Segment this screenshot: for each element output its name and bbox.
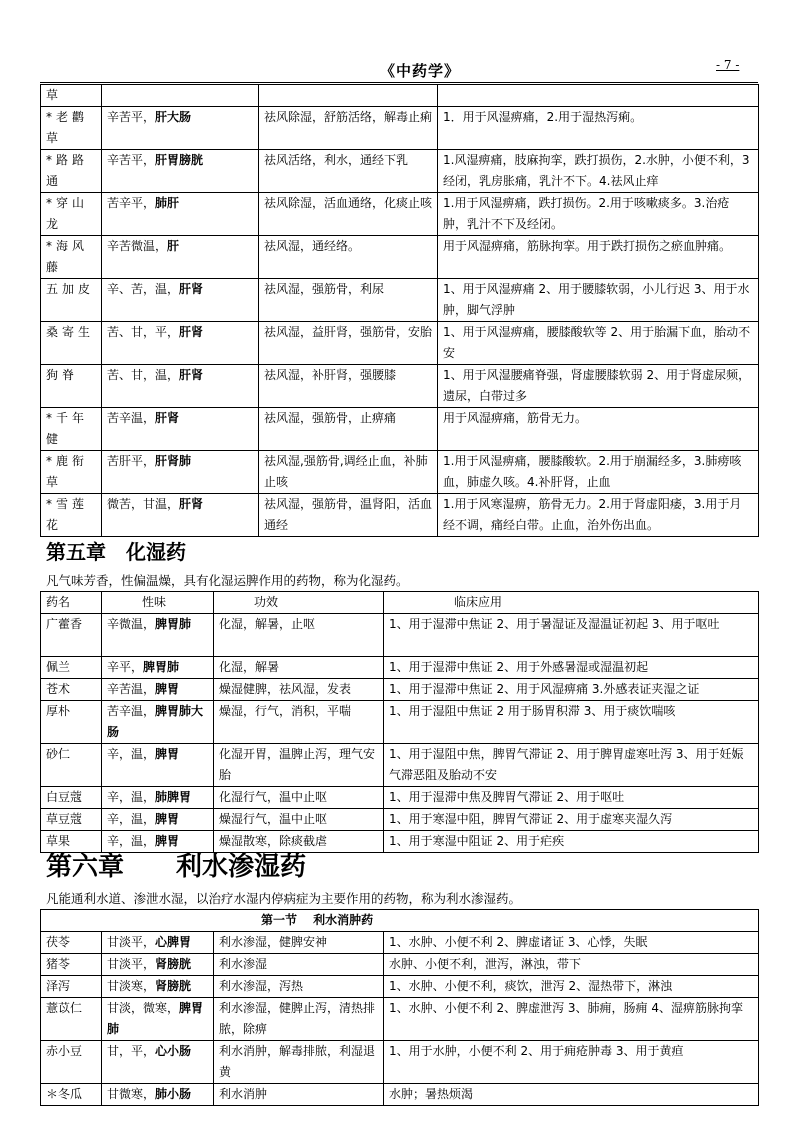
taste-text: 辛平， — [107, 660, 144, 674]
column-header: 功效 — [214, 592, 384, 614]
usage-text: 1、用于风湿痹痛 2、用于腰膝软弱，小儿行迟 3、用于水肿，脚气浮肿 — [438, 279, 759, 322]
effect-text: 燥湿健脾，祛风湿，发表 — [214, 679, 384, 701]
usage-text: 1．用于风湿痹痛，2.用于湿热泻痢。 — [438, 107, 759, 150]
section-heading: 第一节 利水消肿药 — [41, 910, 759, 932]
effect-text: 利水渗湿，健脾止泻，清热排脓，除痹 — [214, 998, 384, 1041]
taste-text: 苦辛温， — [107, 411, 156, 425]
taste-text: 甘淡寒， — [107, 979, 156, 993]
effect-text: 祛风湿，强筋骨，温肾阳，活血通经 — [259, 494, 438, 537]
effect-text: 祛风除湿，活血通络，化痰止咳 — [259, 193, 438, 236]
herb-table-wind-damp — [40, 84, 759, 537]
taste-text: 辛微温， — [107, 617, 156, 631]
column-header: 药名 — [41, 592, 102, 614]
effect-text: 化湿行气，温中止呕 — [214, 787, 384, 809]
effect-text: 化湿，解暑，止呕 — [214, 614, 384, 657]
meridian-text: 肾膀胱 — [155, 979, 192, 993]
usage-text: 1、用于水肿，小便不利 2、用于痈疮肿毒 3、用于黄疸 — [384, 1041, 759, 1084]
table-row — [41, 701, 759, 744]
table-row — [41, 365, 759, 408]
table-row — [41, 408, 759, 451]
taste-meridian-cell — [102, 809, 214, 831]
taste-text: 辛，温， — [107, 790, 156, 804]
meridian-text: 心脾胃 — [155, 935, 192, 949]
effect-text: 利水渗湿，泻热 — [214, 976, 384, 998]
table-row — [41, 679, 759, 701]
usage-text: 1.用于风湿痹痛，跌打损伤。2.用于咳嗽痰多。3.治疮肿，乳汁不下及经闭。 — [438, 193, 759, 236]
usage-text: 1、用于湿滞中焦证 2、用于外感暑湿或湿温初起 — [384, 657, 759, 679]
herb-name: *穿山龙 — [41, 193, 102, 236]
taste-meridian-cell — [102, 976, 214, 998]
effect-text: 化湿开胃，温脾止泻，理气安胎 — [214, 744, 384, 787]
herb-name: *千年健 — [41, 408, 102, 451]
taste-meridian-cell — [102, 701, 214, 744]
meridian-text: 脾胃 — [155, 812, 180, 826]
table-row — [41, 809, 759, 831]
table-row — [41, 1041, 759, 1084]
taste-meridian-cell — [102, 494, 259, 537]
effect-text: 利水消肿 — [214, 1084, 384, 1106]
effect-text: 利水渗湿 — [214, 954, 384, 976]
herb-name: 草 — [41, 85, 102, 107]
usage-text: 1、水肿、小便不利，痰饮，泄泻 2、湿热带下，淋浊 — [384, 976, 759, 998]
herb-name: *雪莲花 — [41, 494, 102, 537]
herb-table-aromatic — [40, 591, 759, 853]
meridian-text: 肝大肠 — [155, 110, 192, 124]
meridian-text: 肝肾肺 — [155, 454, 192, 468]
taste-meridian-cell — [102, 150, 259, 193]
meridian-text: 心小肠 — [155, 1044, 192, 1058]
usage-text: 用于风湿痹痛，筋骨无力。 — [438, 408, 759, 451]
herb-name: 苍术 — [41, 679, 102, 701]
table-row — [41, 107, 759, 150]
meridian-text: 肺小肠 — [155, 1087, 192, 1101]
taste-text: 辛苦平， — [107, 153, 156, 167]
usage-text: 1、用于寒湿中阻，脾胃气滞证 2、用于虚寒夹湿久泻 — [384, 809, 759, 831]
table-row — [41, 614, 759, 657]
herb-name: 佩兰 — [41, 657, 102, 679]
herb-name: *海风藤 — [41, 236, 102, 279]
taste-text: 苦辛平， — [107, 196, 156, 210]
meridian-text: 脾胃肺大肠 — [107, 704, 204, 739]
taste-meridian-cell — [102, 614, 214, 657]
taste-text: 苦肝平， — [107, 454, 156, 468]
meridian-text: 肝肾 — [179, 497, 204, 511]
usage-text: 水肿；暑热烦渴 — [384, 1084, 759, 1106]
table-row — [41, 932, 759, 954]
meridian-text: 脾胃 — [155, 747, 180, 761]
effect-text: 祛风湿，通经络。 — [259, 236, 438, 279]
taste-text: 苦、甘，温， — [107, 368, 180, 382]
taste-text: 甘淡平， — [107, 935, 156, 949]
herb-name: 砂仁 — [41, 744, 102, 787]
meridian-text: 肺肝 — [155, 196, 180, 210]
table-row — [41, 150, 759, 193]
table-row — [41, 85, 759, 107]
column-header: 性味 — [102, 592, 214, 614]
herb-name: 猪苓 — [41, 954, 102, 976]
table-row — [41, 322, 759, 365]
taste-text: 微苦，甘温， — [107, 497, 180, 511]
page-number: - 7 - — [716, 58, 740, 72]
document-title: 《中药学》 — [380, 62, 461, 80]
effect-text — [259, 85, 438, 107]
effect-text: 祛风活络，利水，通经下乳 — [259, 150, 438, 193]
chapter-heading: 第六章 利水渗湿药 — [46, 852, 307, 882]
taste-meridian-cell — [102, 451, 259, 494]
taste-meridian-cell — [102, 787, 214, 809]
taste-meridian-cell — [102, 932, 214, 954]
taste-text: 苦辛温， — [107, 704, 156, 718]
meridian-text: 肝肾 — [155, 411, 180, 425]
taste-meridian-cell — [102, 679, 214, 701]
herb-name: 狗脊 — [41, 365, 102, 408]
meridian-text: 肝肾 — [179, 368, 204, 382]
table-row — [41, 976, 759, 998]
usage-text: 水肿、小便不利，泄泻，淋浊，带下 — [384, 954, 759, 976]
taste-meridian-cell — [102, 236, 259, 279]
usage-text: 1、用于湿滞中焦证 2、用于风湿痹痛 3.外感表证夹湿之证 — [384, 679, 759, 701]
herb-table-body — [41, 85, 759, 537]
table-row — [41, 494, 759, 537]
herb-table-body — [41, 614, 759, 853]
usage-text: 1、用于湿阻中焦证 2 用于肠胃积滞 3、用于痰饮喘咳 — [384, 701, 759, 744]
herb-name: 五加皮 — [41, 279, 102, 322]
usage-text: 1、水肿、小便不利 2、脾虚诸证 3、心悸，失眠 — [384, 932, 759, 954]
herb-name: 广藿香 — [41, 614, 102, 657]
usage-text: 1.用于风寒湿痹，筋骨无力。2.用于肾虚阳痿，3.用于月经不调，痛经白带。止血，治外伤出血。 — [438, 494, 759, 537]
taste-meridian-cell — [102, 279, 259, 322]
usage-text: 1.风湿痹痛，肢麻拘挛，跌打损伤，2.水肿，小便不利，3 经闭，乳房胀痛，乳汁不下。4.祛风止痒 — [438, 150, 759, 193]
meridian-text: 脾胃 — [155, 834, 180, 848]
effect-text: 祛风湿，补肝肾，强腰膝 — [259, 365, 438, 408]
taste-text: 辛，温， — [107, 747, 156, 761]
table-row — [41, 787, 759, 809]
table-row — [41, 193, 759, 236]
herb-name: 茯苓 — [41, 932, 102, 954]
taste-text: 苦、甘，平， — [107, 325, 180, 339]
usage-text — [438, 85, 759, 107]
taste-meridian-cell — [102, 954, 214, 976]
meridian-text: 脾胃肺 — [107, 1001, 204, 1036]
meridian-text: 肝 — [167, 239, 180, 253]
herb-name: 草果 — [41, 831, 102, 853]
usage-text: 1、用于湿滞中焦证 2、用于暑湿证及湿温证初起 3、用于呕吐 — [384, 614, 759, 657]
meridian-text: 肝肾 — [179, 282, 204, 296]
header-rule — [40, 82, 758, 83]
table-row — [41, 657, 759, 679]
table-row — [41, 451, 759, 494]
table-row — [41, 1084, 759, 1106]
effect-text: 祛风湿，强筋骨，止痹痛 — [259, 408, 438, 451]
effect-text: 燥湿行气，温中止呕 — [214, 809, 384, 831]
meridian-text: 肝胃膀胱 — [155, 153, 204, 167]
herb-name: ＊冬瓜 — [41, 1084, 102, 1106]
table-row — [41, 236, 759, 279]
effect-text: 祛风湿，强筋骨，利尿 — [259, 279, 438, 322]
taste-meridian-cell — [102, 408, 259, 451]
effect-text: 燥湿散寒，除痰截虐 — [214, 831, 384, 853]
chapter-heading: 第五章 化湿药 — [46, 540, 186, 564]
herb-name: 桑寄生 — [41, 322, 102, 365]
effect-text: 化湿，解暑 — [214, 657, 384, 679]
taste-text: 甘淡，微寒， — [107, 1001, 180, 1015]
effect-text: 祛风湿，益肝肾，强筋骨，安胎 — [259, 322, 438, 365]
herb-name: 赤小豆 — [41, 1041, 102, 1084]
chapter-intro: 凡气味芳香，性偏温燥，具有化湿运脾作用的药物，称为化湿药。 — [46, 573, 409, 588]
usage-text: 1、用于寒湿中阻证 2、用于疟疾 — [384, 831, 759, 853]
effect-text: 燥湿，行气，消积，平喘 — [214, 701, 384, 744]
usage-text: 1、用于湿滞中焦及脾胃气滞证 2、用于呕吐 — [384, 787, 759, 809]
taste-meridian-cell — [102, 657, 214, 679]
taste-text: 辛苦微温， — [107, 239, 168, 253]
effect-text: 利水渗湿，健脾安神 — [214, 932, 384, 954]
taste-meridian-cell — [102, 107, 259, 150]
herb-name: 泽泻 — [41, 976, 102, 998]
taste-meridian-cell — [102, 1041, 214, 1084]
taste-text: 辛苦平， — [107, 110, 156, 124]
taste-meridian-cell — [102, 1084, 214, 1106]
meridian-text: 脾胃肺 — [155, 617, 192, 631]
taste-meridian-cell — [102, 744, 214, 787]
herb-name: *路路通 — [41, 150, 102, 193]
taste-text: 辛、苦，温， — [107, 282, 180, 296]
meridian-text: 肺脾胃 — [155, 790, 192, 804]
table-row — [41, 954, 759, 976]
herb-name: 草豆蔻 — [41, 809, 102, 831]
taste-text: 辛，温， — [107, 812, 156, 826]
table-row — [41, 744, 759, 787]
taste-meridian-cell — [102, 85, 259, 107]
chapter-intro: 凡能通利水道、渗泄水湿，以治疗水湿内停病症为主要作用的药物，称为利水渗湿药。 — [46, 891, 522, 906]
meridian-text: 脾胃肺 — [143, 660, 180, 674]
herb-name: *老鹳草 — [41, 107, 102, 150]
meridian-text: 肾膀胱 — [155, 957, 192, 971]
effect-text: 利水消肿，解毒排脓，利湿退黄 — [214, 1041, 384, 1084]
taste-text: 甘，平， — [107, 1044, 156, 1058]
herb-name: 厚朴 — [41, 701, 102, 744]
usage-text: 1、水肿、小便不利 2、脾虚泄泻 3、肺痈，肠痈 4、湿痹筋脉拘挛 — [384, 998, 759, 1041]
taste-meridian-cell — [102, 322, 259, 365]
usage-text: 1、用于湿阻中焦，脾胃气滞证 2、用于脾胃虚寒吐泻 3、用于妊娠气滞恶阻及胎动不安 — [384, 744, 759, 787]
taste-meridian-cell — [102, 998, 214, 1041]
meridian-text: 脾胃 — [155, 682, 180, 696]
taste-text: 甘淡平， — [107, 957, 156, 971]
herb-table-diuretic — [40, 909, 759, 1106]
herb-name: 白豆蔻 — [41, 787, 102, 809]
taste-meridian-cell — [102, 193, 259, 236]
herb-name: 薏苡仁 — [41, 998, 102, 1041]
taste-text: 辛，温， — [107, 834, 156, 848]
herb-name: *鹿衔草 — [41, 451, 102, 494]
effect-text: 祛风除湿，舒筋活络，解毒止痢 — [259, 107, 438, 150]
usage-text: 1、用于风湿痹痛，腰膝酸软等 2、用于胎漏下血，胎动不安 — [438, 322, 759, 365]
table-row — [41, 279, 759, 322]
usage-text: 1.用于风湿痹痛，腰膝酸软。2.用于崩漏经多，3.肺痨咳血，肺虚久咳。4.补肝肾，止血 — [438, 451, 759, 494]
herb-table-body — [41, 932, 759, 1106]
column-header: 临床应用 — [384, 592, 759, 614]
table-row — [41, 998, 759, 1041]
meridian-text: 肝肾 — [179, 325, 204, 339]
effect-text: 祛风湿,强筋骨,调经止血，补肺止咳 — [259, 451, 438, 494]
taste-text: 甘微寒， — [107, 1087, 156, 1101]
usage-text: 1、用于风湿腰痛脊强，肾虚腰膝软弱 2、用于肾虚尿频，遗尿，白带过多 — [438, 365, 759, 408]
taste-meridian-cell — [102, 365, 259, 408]
taste-text: 辛苦温， — [107, 682, 156, 696]
usage-text: 用于风湿痹痛，筋脉拘挛。用于跌打损伤之瘀血肿痛。 — [438, 236, 759, 279]
